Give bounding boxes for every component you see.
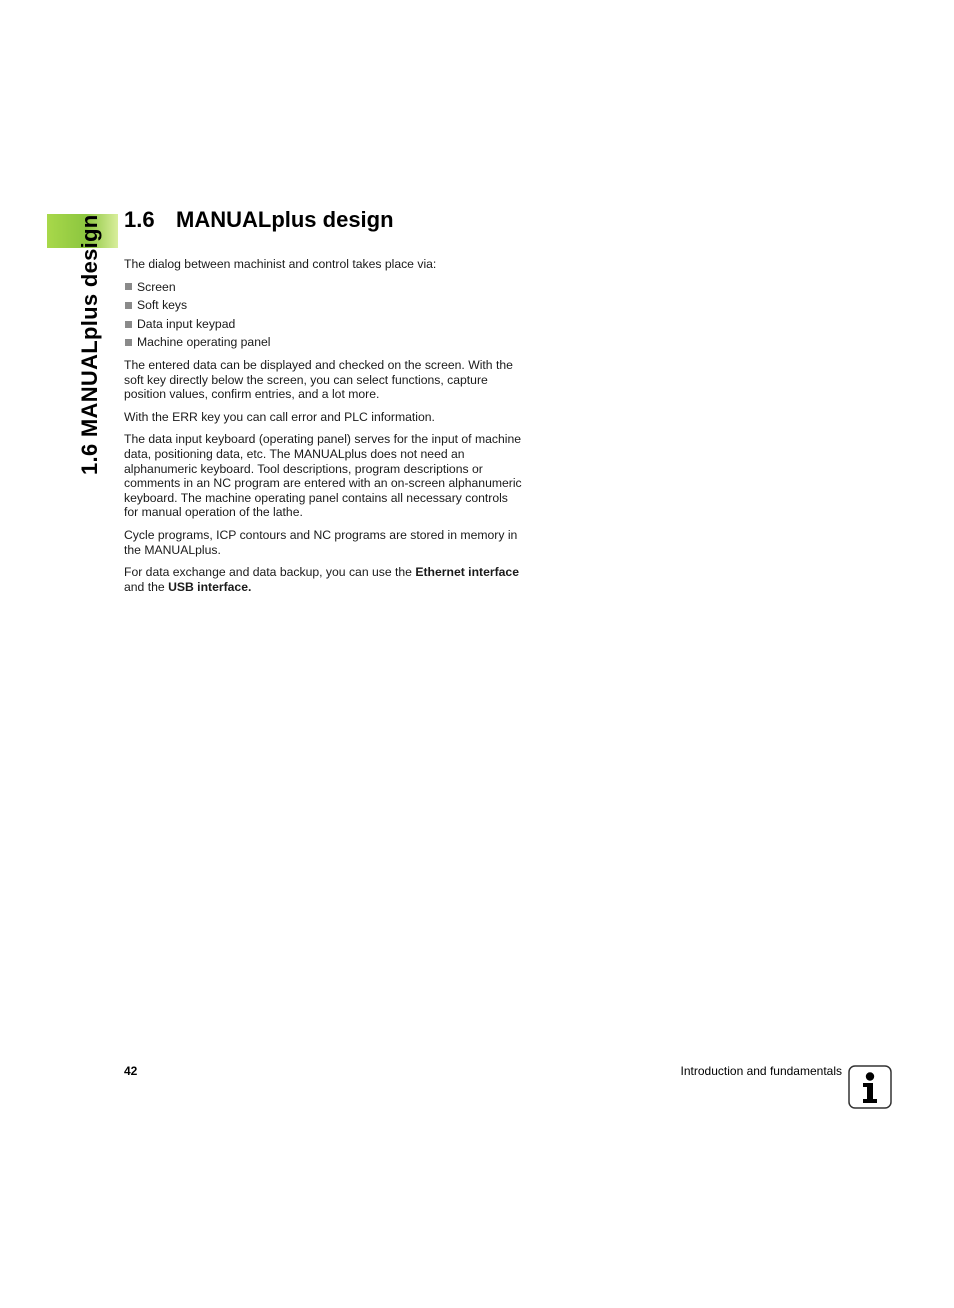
paragraph: Cycle programs, ICP contours and NC programs are stored in memory in the MANUALplus. xyxy=(124,527,518,557)
bullet-square-icon xyxy=(125,302,132,309)
page-number: 42 xyxy=(124,1064,138,1078)
list-item: Screen xyxy=(124,280,524,295)
list-item: Data input keypad xyxy=(124,317,524,332)
paragraph-interfaces: For data exchange and data backup, you can use the Ethernet interface and the USB interface. xyxy=(124,565,519,594)
ethernet-interface-term: Ethernet interface xyxy=(415,565,519,580)
body-text xyxy=(124,257,524,602)
bullet-square-icon xyxy=(125,339,132,346)
list-item: Soft keys xyxy=(124,298,524,313)
section-heading xyxy=(124,207,394,233)
footer-chapter-title: Introduction and fundamentals xyxy=(680,1064,842,1078)
bullet-square-icon xyxy=(125,321,132,328)
info-icon xyxy=(848,1065,892,1109)
usb-interface-term: USB interface. xyxy=(168,579,252,594)
section-title: MANUALplus design xyxy=(176,207,394,232)
paragraph: With the ERR key you can call error and PLC information. xyxy=(124,409,435,424)
section-number: 1.6 xyxy=(124,207,155,232)
bullet-list xyxy=(124,280,524,350)
intro-paragraph: The dialog between machinist and control takes place via: xyxy=(124,257,437,271)
paragraph: The entered data can be displayed and checked on the screen. With the soft key directly below the screen, you can select functions, capture position values, confirm entries, and a lot more. xyxy=(124,357,513,402)
list-item: Machine operating panel xyxy=(124,335,524,350)
paragraph: The data input keyboard (operating panel) serves for the input of machine data, positioning data, etc. The MANUALplus does not need an alphanumeric keyboard. Tool descriptions, program descriptions or comments in an NC program are entered with an on-screen alphanumeric keyboard. The machine operating panel contains all necessary controls for manual operation of the lathe. xyxy=(124,432,522,520)
sidebar-title: 1.6 MANUALplus design xyxy=(77,214,102,475)
bullet-square-icon xyxy=(125,283,132,290)
